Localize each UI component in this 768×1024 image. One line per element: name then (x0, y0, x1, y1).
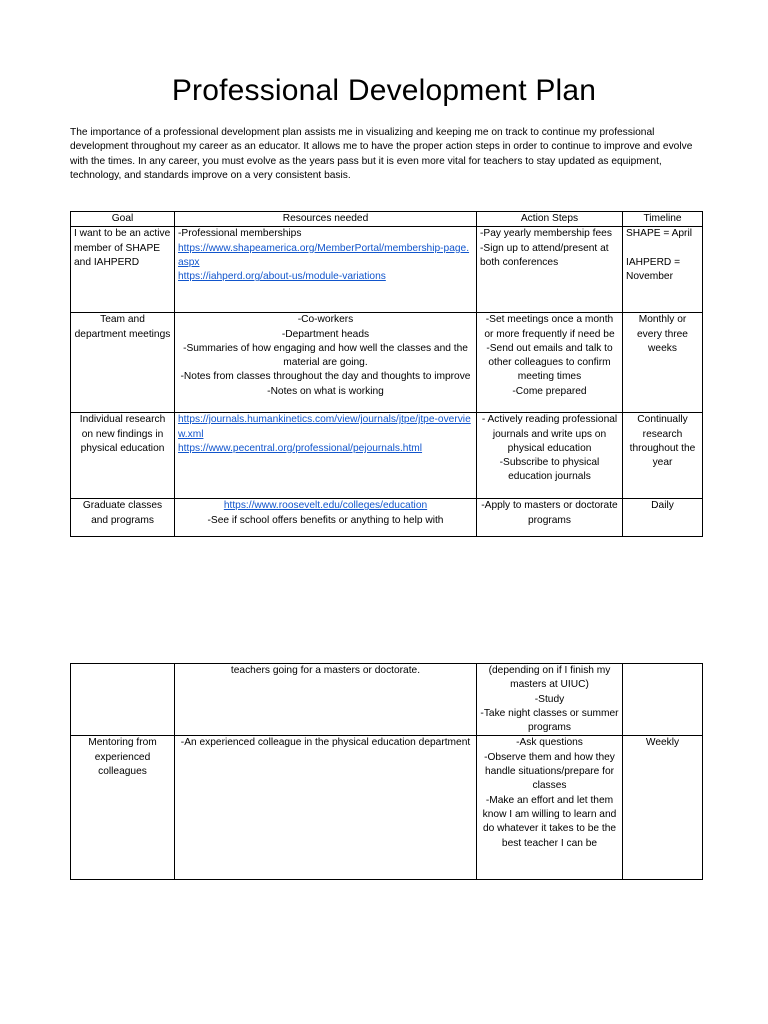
action-step: -Set meetings once a month or more frequently if need be (484, 314, 615, 340)
goal-cell: I want to be an active member of SHAPE and IAHPERD (71, 227, 175, 313)
pecentral-link[interactable]: https://www.pecentral.org/professional/pejournals.html (178, 442, 423, 454)
action-step: (depending on if I finish my masters at UIUC) (488, 665, 611, 691)
goal-cell: Team and department meetings (71, 313, 175, 413)
resource-text: -Professional memberships (178, 228, 302, 240)
actions-cell (477, 227, 623, 313)
resource-item: -Department heads (281, 328, 370, 340)
resources-cell (175, 227, 477, 313)
action-step: -Observe them and how they handle situations/prepare for classes (484, 751, 615, 792)
resource-item: -Notes from classes throughout the day and thoughts to improve (180, 371, 471, 383)
timeline-cell (623, 664, 703, 736)
table-row (71, 499, 703, 537)
plan-table-continued (70, 663, 703, 880)
action-step: -Make an effort and let them know I am willing to learn and do whatever it takes to be the best teacher I can be (482, 794, 617, 849)
timeline-entry: SHAPE = April (626, 228, 692, 240)
resources-cell (175, 499, 477, 537)
resource-text: -See if school offers benefits or anything to help with (207, 514, 444, 526)
timeline-entry: IAHPERD = November (626, 256, 681, 282)
resources-cell (175, 413, 477, 499)
header-goal: Goal (71, 212, 175, 227)
goal-cell (71, 664, 175, 736)
resource-item: -Summaries of how engaging and how well the classes and the material are going. (183, 342, 468, 369)
jtpe-journal-link[interactable]: https://journals.humankinetics.com/view/journals/jtpe/jtpe-overview.xml (178, 414, 471, 440)
actions-cell (477, 664, 623, 736)
goal-cell: Graduate classes and programs (71, 499, 175, 537)
roosevelt-link[interactable]: https://www.roosevelt.edu/colleges/education (223, 500, 428, 512)
table-row (71, 413, 703, 499)
action-step: -Come prepared (512, 385, 587, 397)
actions-cell (477, 413, 623, 499)
plan-table (70, 211, 703, 537)
shape-membership-link[interactable]: https://www.shapeamerica.org/MemberPortal/membership-page.aspx (178, 242, 470, 268)
goal-cell: Individual research on new findings in physical education (71, 413, 175, 499)
table-row (71, 313, 703, 413)
action-step: -Pay yearly membership fees (480, 228, 612, 240)
table-row (71, 736, 703, 880)
table-row (71, 664, 703, 736)
resources-cell: teachers going for a masters or doctorate. (175, 664, 477, 736)
action-step: - Actively reading professional journals and write ups on physical education (481, 414, 618, 454)
timeline-cell (623, 227, 703, 313)
goal-cell: Mentoring from experienced colleagues (71, 736, 175, 880)
timeline-cell: Weekly (623, 736, 703, 880)
page-title: Professional Development Plan (171, 74, 597, 107)
action-step: -Subscribe to physical education journals (499, 457, 600, 483)
table-header-row (71, 212, 703, 227)
iahperd-link[interactable]: https://iahperd.org/about-us/module-variations (178, 271, 386, 283)
timeline-cell: Continually research throughout the year (623, 413, 703, 499)
action-step: -Send out emails and talk to other colleagues to confirm meeting times (486, 342, 613, 383)
table-row (71, 227, 703, 313)
action-step: -Take night classes or summer programs (480, 707, 619, 734)
timeline-cell: Monthly or every three weeks (623, 313, 703, 413)
header-resources: Resources needed (175, 212, 477, 227)
timeline-cell: Daily (623, 499, 703, 537)
action-step: -Sign up to attend/present at both conferences (480, 242, 609, 268)
action-step: -Ask questions (516, 737, 583, 749)
actions-cell (477, 736, 623, 880)
resource-item: -Notes on what is working (267, 385, 384, 397)
header-action-steps: Action Steps (477, 212, 623, 227)
resources-cell: -An experienced colleague in the physical education department (175, 736, 477, 880)
resource-item: -Co-workers (297, 314, 354, 326)
action-step: -Study (534, 693, 565, 705)
actions-cell: -Apply to masters or doctorate programs (477, 499, 623, 537)
intro-paragraph: The importance of a professional development plan assists me in visualizing and keeping me on track to continue my professional development throughout my career as an educator. It allows me to have the proper action steps in order to continue to improve and evolve with the times. In any career, you must evolve as the years pass but it is even more vital for teachers to stay updated as equipment, technology, and standards improve on a very consistent basis. (70, 127, 693, 181)
actions-cell (477, 313, 623, 413)
resources-cell (175, 313, 477, 413)
header-timeline: Timeline (623, 212, 703, 227)
timeline-spacer (626, 242, 699, 256)
